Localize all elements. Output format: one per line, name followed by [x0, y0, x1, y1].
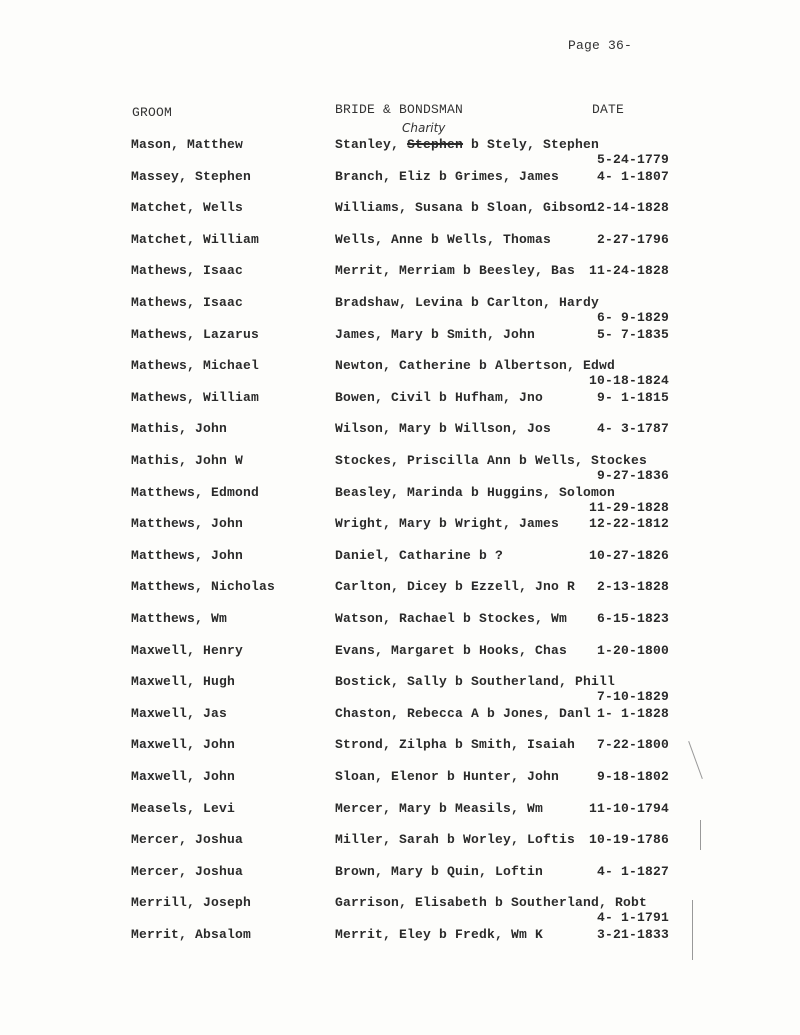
marriage-date: 6-15-1823 [596, 611, 669, 626]
struck-name: Stephen [407, 137, 464, 152]
bride-rest: b Stely, Stephen [463, 137, 600, 152]
marriage-date: 7-10-1829 [596, 689, 669, 705]
marriage-date: 11-10-1794 [588, 800, 669, 816]
bride-bondsman: Merrit, Merriam b Beesley, Bas [335, 263, 576, 279]
groom-name: Mathews, William [131, 389, 260, 405]
groom-name: Massey, Stephen [131, 168, 252, 184]
bride-bondsman: James, Mary b Smith, John [335, 326, 536, 342]
column-header-groom: GROOM [132, 105, 173, 120]
column-header-bride-bondsman: BRIDE & BONDSMAN [335, 102, 464, 117]
groom-name: Merrit, Absalom [131, 927, 252, 942]
groom-name: Matchet, William [131, 231, 260, 247]
marriage-date: 10-27-1826 [588, 547, 669, 563]
groom-name: Maxwell, Jas [131, 705, 228, 721]
marriage-date: 11-24-1828 [588, 263, 669, 279]
groom-name: Mathews, Isaac [131, 295, 244, 310]
groom-name: Matthews, John [131, 516, 244, 532]
bride-bondsman: Bowen, Civil b Hufham, Jno [335, 389, 544, 405]
marriage-date: 5-24-1779 [596, 152, 669, 167]
marriage-date: 1-20-1800 [596, 642, 669, 658]
groom-name: Matthews, Edmond [131, 484, 260, 500]
marriage-date: 4- 1-1807 [596, 168, 669, 184]
bride-bondsman: Wilson, Mary b Willson, Jos [335, 421, 552, 437]
groom-name: Matthews, Wm [131, 611, 228, 626]
bride-bondsman: Chaston, Rebecca A b Jones, Danl [335, 705, 592, 721]
marriage-date: 7-22-1800 [596, 737, 669, 753]
groom-name: Mason, Matthew [131, 137, 244, 152]
groom-name: Measels, Levi [131, 800, 236, 816]
marriage-date: 2-13-1828 [596, 579, 669, 595]
scan-mark [688, 741, 703, 779]
groom-name: Maxwell, Hugh [131, 674, 236, 690]
marriage-date: 3-21-1833 [596, 927, 669, 942]
groom-name: Matthews, Nicholas [131, 579, 276, 595]
marriage-date: 9- 1-1815 [596, 389, 669, 405]
bride-bondsman: Bradshaw, Levina b Carlton, Hardy [335, 295, 600, 310]
groom-name: Matchet, Wells [131, 200, 244, 216]
groom-name: Mathews, Michael [131, 358, 260, 374]
marriage-date: 4- 1-1791 [596, 910, 669, 926]
groom-name: Mathews, Lazarus [131, 326, 260, 342]
bride-bondsman: Carlton, Dicey b Ezzell, Jno R [335, 579, 576, 595]
bride-bondsman: Merrit, Eley b Fredk, Wm K [335, 927, 544, 942]
marriage-date: 10-19-1786 [588, 832, 669, 848]
bride-bondsman: Strond, Zilpha b Smith, Isaiah [335, 737, 576, 753]
marriage-date: 5- 7-1835 [596, 326, 669, 342]
groom-name: Mathews, Isaac [131, 263, 244, 279]
groom-name: Matthews, John [131, 547, 244, 563]
marriage-date: 1- 1-1828 [596, 705, 669, 721]
bride-bondsman: Wells, Anne b Wells, Thomas [335, 231, 552, 247]
bride-bondsman: Garrison, Elisabeth b Southerland, Robt [335, 895, 648, 911]
scan-mark [692, 900, 693, 960]
marriage-date: 12-22-1812 [588, 516, 669, 532]
groom-name: Mathis, John W [131, 453, 244, 468]
bride-bondsman: Wright, Mary b Wright, James [335, 516, 560, 532]
groom-name: Maxwell, John [131, 769, 236, 784]
marriage-date: 4- 3-1787 [596, 421, 669, 437]
scan-mark [700, 820, 701, 850]
bride-bondsman: Mercer, Mary b Measils, Wm [335, 800, 544, 816]
groom-name: Maxwell, John [131, 737, 236, 753]
groom-name: Maxwell, Henry [131, 642, 244, 658]
groom-name: Mercer, Joshua [131, 832, 244, 848]
marriage-date: 11-29-1828 [588, 499, 669, 515]
bride-bondsman: Beasley, Marinda b Huggins, Solomon [335, 484, 616, 500]
bride-bondsman: Watson, Rachael b Stockes, Wm [335, 611, 568, 626]
marriage-date: 2-27-1796 [596, 231, 669, 247]
bride-bondsman: Bostick, Sally b Southerland, Phill [335, 674, 616, 690]
bride-bondsman: Brown, Mary b Quin, Loftin [335, 863, 544, 879]
groom-name: Mathis, John [131, 421, 228, 437]
marriage-date: 12-14-1828 [588, 200, 669, 216]
bride-bondsman: Branch, Eliz b Grimes, James [335, 168, 560, 184]
marriage-date: 9-18-1802 [596, 769, 669, 784]
bride-bondsman: Daniel, Catharine b ? [335, 547, 504, 563]
groom-name: Mercer, Joshua [131, 863, 244, 879]
page-number: Page 36- [568, 38, 633, 53]
marriage-date: 6- 9-1829 [596, 310, 669, 325]
bride-bondsman: Newton, Catherine b Albertson, Edwd [335, 358, 616, 374]
handwritten-correction: Charity [402, 121, 446, 135]
bride-bondsman: Evans, Margaret b Hooks, Chas [335, 642, 568, 658]
marriage-date: 10-18-1824 [588, 373, 669, 389]
bride-surname: Stanley, [335, 137, 408, 152]
bride-bondsman: Stockes, Priscilla Ann b Wells, Stockes [335, 453, 648, 468]
bride-bondsman: Sloan, Elenor b Hunter, John [335, 769, 560, 784]
column-header-date: DATE [592, 102, 625, 117]
marriage-date: 4- 1-1827 [596, 863, 669, 879]
marriage-date: 9-27-1836 [596, 468, 669, 483]
groom-name: Merrill, Joseph [131, 895, 252, 911]
bride-bondsman: Miller, Sarah b Worley, Loftis [335, 832, 576, 848]
bride-bondsman [335, 137, 599, 152]
bride-bondsman: Williams, Susana b Sloan, Gibson [335, 200, 592, 216]
